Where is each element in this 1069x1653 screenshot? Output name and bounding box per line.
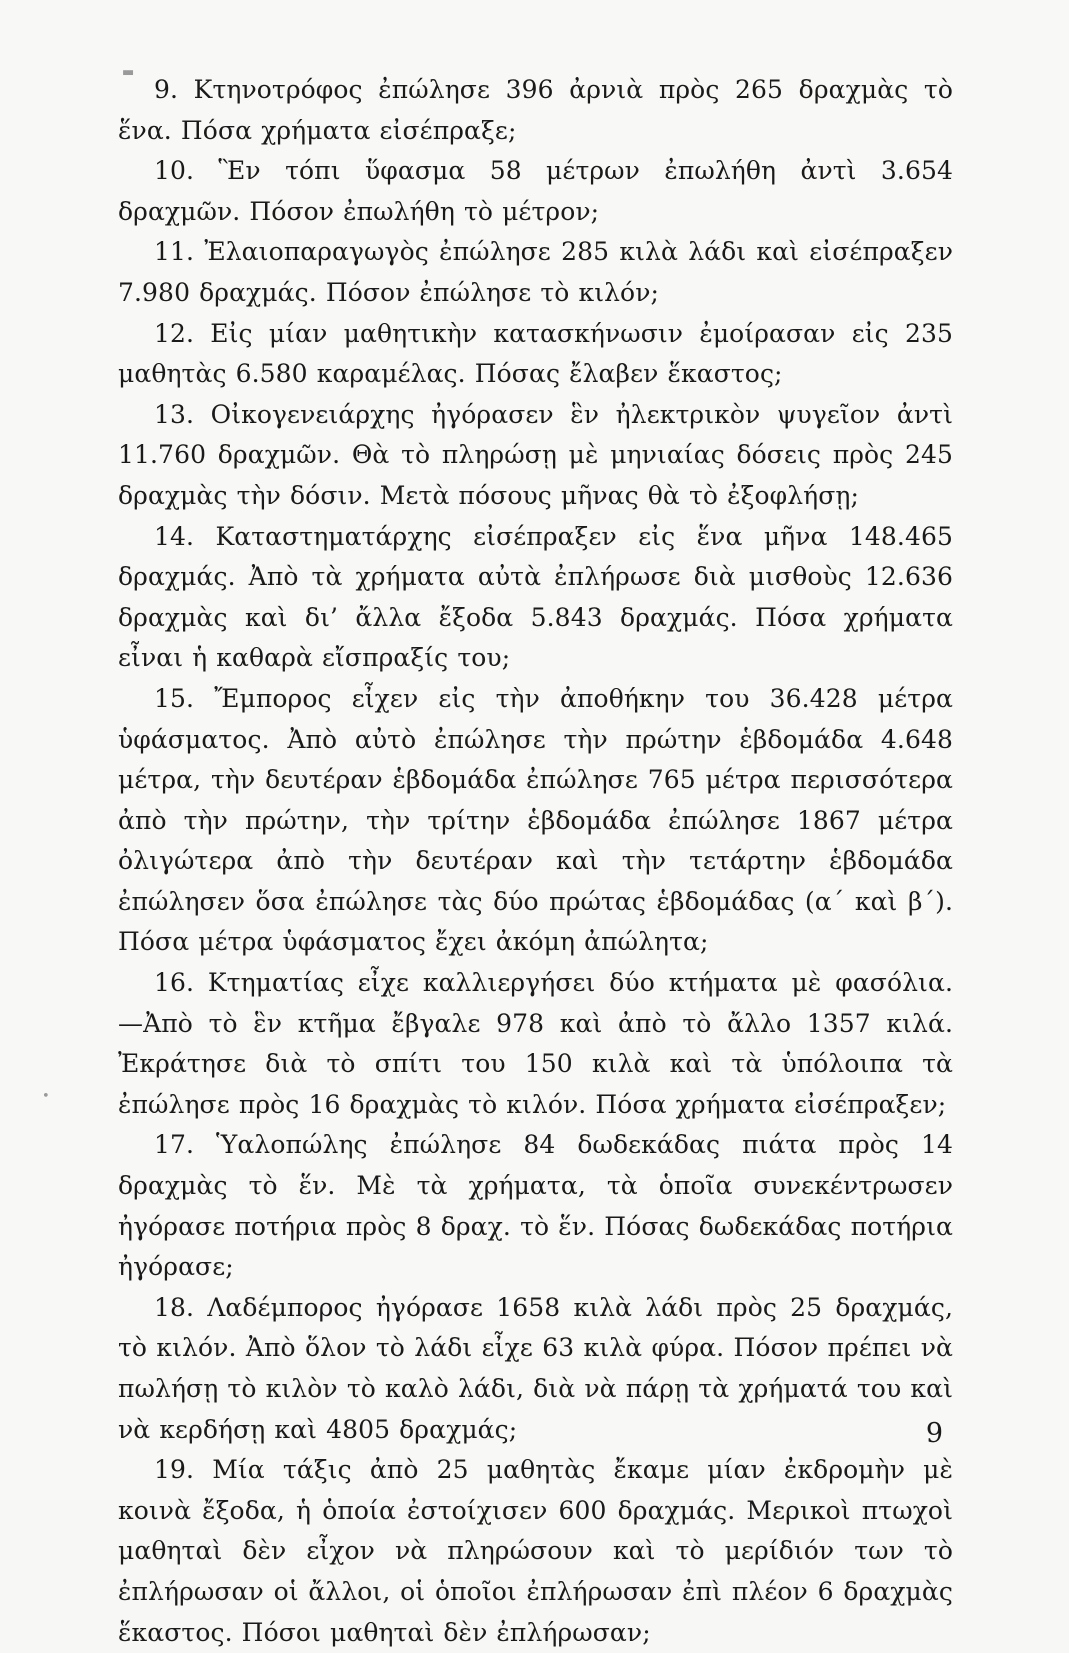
problem-15: 15. Ἔμπορος εἶχεν εἰς τὴν ἀποθήκην του 36.428 μέτρα ὑφάσματος. Ἀπὸ αὐτὸ ἐπώλησε τὴν πρώτην ἑβδομάδα 4.648 μέτρα, τὴν δευτέραν ἑβδομάδα ἐπώλησε 765 μέτρα περισσότερα ἀπὸ τὴν πρώτην, τὴν τρίτην ἑβδομάδα ἐπώλησε 1867 μέτρα ὀλιγώτερα ἀπὸ τὴν δευτέραν καὶ τὴν τετάρτην ἑβδομάδα ἐπώλησεν ὅσα ἐπώλησε τὰς δύο πρώτας ἑβδομάδας (α΄ καὶ β΄). Πόσα μέτρα ὑφάσματος ἔχει ἀκόμη ἀπώλητα;	[118, 683, 953, 957]
problem-list	[118, 70, 953, 1653]
problem-18: 18. Λαδέμπορος ἠγόρασε 1658 κιλὰ λάδι πρὸς 25 δραχμάς, τὸ κιλόν. Ἀπὸ ὅλον τὸ λάδι εἶχε 63 κιλὰ φύρα. Πόσον πρέπει νὰ πωλήσῃ τὸ κιλὸν τὸ καλὸ λάδι, διὰ νὰ πάρῃ τὰ χρήματά του καὶ νὰ κερδήσῃ καὶ 4805 δραχμάς;	[118, 1292, 953, 1444]
problem-13: 13. Οἰκογενειάρχης ἠγόρασεν ἓν ἠλεκτρικὸν ψυγεῖον ἀντὶ 11.760 δραχμῶν. Θὰ τὸ πληρώσῃ μὲ μηνιαίας δόσεις πρὸς 245 δραχμὰς τὴν δόσιν. Μετὰ πόσους μῆνας θὰ τὸ ἐξοφλήσῃ;	[118, 399, 953, 510]
problem-10: 10. Ἓν τόπι ὕφασμα 58 μέτρων ἐπωλήθη ἀντὶ 3.654 δραχμῶν. Πόσον ἐπωλήθη τὸ μέτρον;	[118, 156, 953, 226]
problem-14: 14. Καταστηματάρχης εἰσέπραξεν εἰς ἕνα μῆνα 148.465 δραχμάς. Ἀπὸ τὰ χρήματα αὐτὰ ἐπλήρωσε διὰ μισθοὺς 12.636 δραχμὰς καὶ δι’ ἄλλα ἔξοδα 5.843 δραχμάς. Πόσα χρήματα εἶναι ἡ καθαρὰ εἴσπραξίς του;	[118, 521, 953, 673]
print-mark: ▬	[122, 65, 135, 80]
problem-9: 9. Κτηνοτρόφος ἐπώλησε 396 ἀρνιὰ πρὸς 265 δραχμὰς τὸ ἕνα. Πόσα χρήματα εἰσέπραξε;	[118, 75, 953, 145]
page-number: 9	[925, 1418, 943, 1449]
print-speck: •	[42, 1089, 50, 1104]
problem-11: 11. Ἐλαιοπαραγωγὸς ἐπώλησε 285 κιλὰ λάδι καὶ εἰσέπραξεν 7.980 δραχμάς. Πόσον ἐπώλησε τὸ κιλόν;	[118, 237, 953, 307]
problem-17: 17. Ὑαλοπώλης ἐπώλησε 84 δωδεκάδας πιάτα πρὸς 14 δραχμὰς τὸ ἕν. Μὲ τὰ χρήματα, τὰ ὁποῖα συνεκέντρωσεν ἠγόρασε ποτήρια πρὸς 8 δραχ. τὸ ἕν. Πόσας δωδεκάδας ποτήρια ἠγόρασε;	[118, 1130, 953, 1282]
problem-16: 16. Κτηματίας εἶχε καλλιεργήσει δύο κτήματα μὲ φασόλια. —Ἀπὸ τὸ ἓν κτῆμα ἔβγαλε 978 καὶ ἀπὸ τὸ ἄλλο 1357 κιλά. Ἐκράτησε διὰ τὸ σπίτι του 150 κιλὰ καὶ τὰ ὑπόλοιπα τὰ ἐπώλησε πρὸς 16 δραχμὰς τὸ κιλόν. Πόσα χρήματα εἰσέπραξεν;	[118, 968, 953, 1119]
problem-12: 12. Εἰς μίαν μαθητικὴν κατασκήνωσιν ἐμοίρασαν εἰς 235 μαθητὰς 6.580 καραμέλας. Πόσας ἔλαβεν ἕκαστος;	[118, 318, 953, 389]
problem-19: 19. Μία τάξις ἀπὸ 25 μαθητὰς ἔκαμε μίαν ἐκδρομὴν μὲ κοινὰ ἔξοδα, ἡ ὁποία ἐστοίχισεν 600 δραχμάς. Μερικοὶ πτωχοὶ μαθηταὶ δὲν εἶχον νὰ πληρώσουν καὶ τὸ μερίδιόν των τὸ ἐπλήρωσαν οἱ ἄλλοι, οἱ ὁποῖοι ἐπλήρωσαν ἐπὶ πλέον 6 δραχμὰς ἕκαστος. Πόσοι μαθηταὶ δὲν ἐπλήρωσαν;	[118, 1455, 953, 1647]
